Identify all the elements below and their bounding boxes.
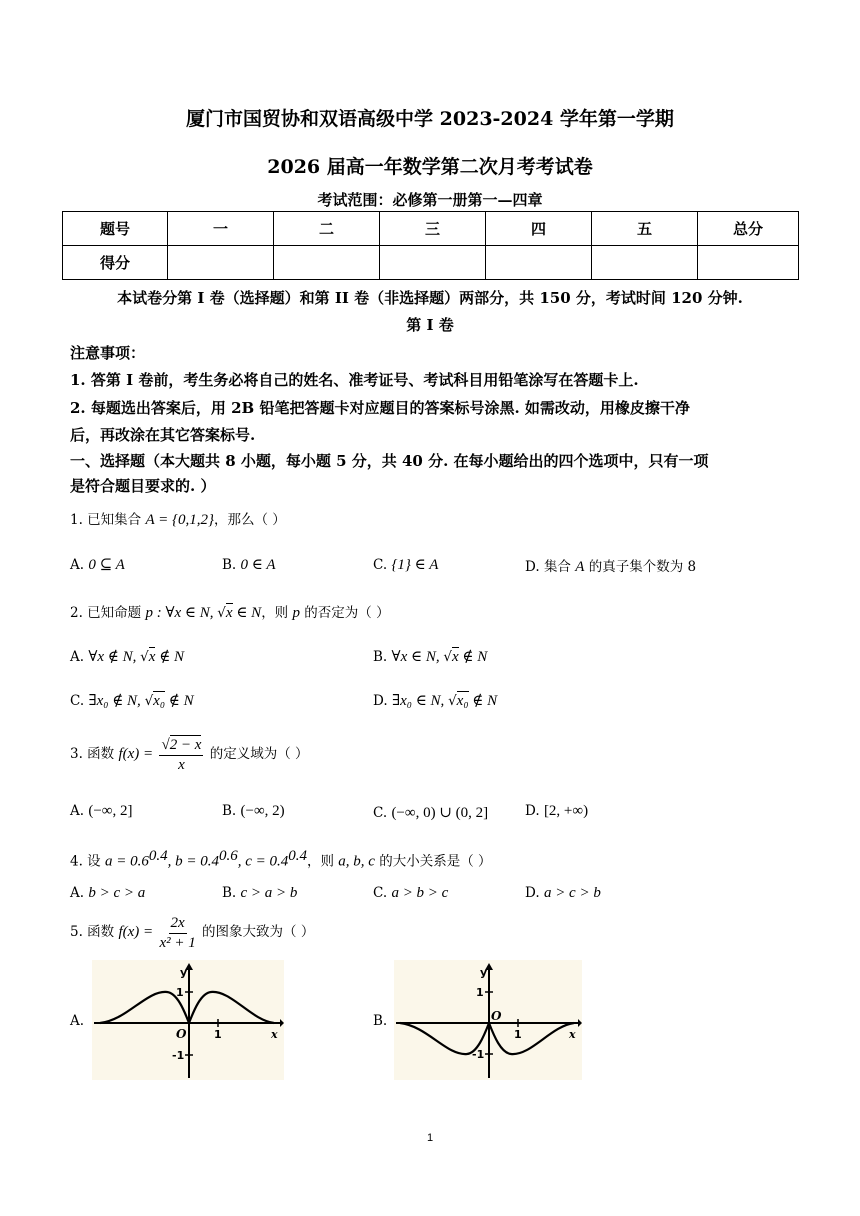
question-4-option-a[interactable] — [70, 885, 145, 902]
question-1-option-b[interactable] — [222, 555, 276, 574]
stem-math: A = {0,1,2} — [145, 512, 214, 528]
score-cell[interactable] — [698, 246, 799, 280]
stem-text: 4. 设 — [70, 853, 105, 870]
note-2-line-2: 后，再改涂在其它答案标号. — [70, 426, 256, 444]
stem-math: a, b, c — [338, 853, 375, 870]
function-curve — [400, 1023, 574, 1054]
option-label: A. — [70, 557, 85, 573]
option-math: c > a > b — [240, 885, 298, 901]
question-2-option-b[interactable]: B. ∀x ∈ N, √x ∉ N — [373, 649, 488, 665]
stem-math: : ∀x ∈ N, — [152, 605, 218, 621]
exponent: 0.4 — [148, 848, 168, 864]
page-number: 1 — [426, 1132, 434, 1144]
option-math: a > c > b — [543, 885, 601, 901]
option-text: 集合 — [543, 559, 576, 575]
question-1-stem — [70, 508, 286, 529]
option-math: x — [451, 649, 459, 665]
option-math: ∃x₀ ∉ N, — [88, 693, 145, 709]
option-math: a > b > c — [391, 885, 449, 901]
score-cell[interactable] — [592, 246, 698, 280]
part-1-heading-line-2: 是符合题目要求的. ） — [70, 477, 216, 495]
fraction-denominator: x² + 1 — [159, 935, 196, 951]
option-label: B. — [222, 557, 237, 573]
score-cell: 总分 — [698, 212, 799, 246]
question-5-option-a-label[interactable]: A. — [70, 1013, 85, 1029]
question-2-option-a[interactable]: A. ∀x ∉ N, √x ∉ N — [70, 649, 185, 665]
option-label: B. — [373, 649, 388, 665]
fraction-numerator: 2 − x — [169, 737, 202, 753]
option-label: D. — [525, 885, 540, 901]
option-label: C. — [373, 885, 388, 901]
part-1-heading-line-1: 一、选择题（本大题共 8 小题，每小题 5 分，共 40 分. 在每小题给出的四个选项中，只有一项 — [70, 452, 709, 470]
option-label: B. — [222, 803, 237, 819]
title-line-2: 2026 届高一年数学第二次月考考试卷 — [267, 156, 593, 178]
score-cell: 四 — [486, 212, 592, 246]
option-label: D. — [373, 693, 388, 709]
option-label: B. — [222, 885, 237, 901]
score-cell: 题号 — [63, 212, 168, 246]
y-tick-label: 1 — [176, 986, 184, 999]
stem-math: , c = 0.4 — [237, 853, 289, 870]
question-3-stem — [70, 735, 309, 774]
stem-math: x — [225, 605, 233, 621]
stem-text: ，则 — [307, 853, 339, 870]
option-label: D. — [525, 559, 540, 575]
option-label: C. — [373, 805, 388, 821]
question-5-stem — [70, 913, 314, 952]
stem-math: , b = 0.4 — [167, 853, 219, 870]
fraction: $\frac{√2 - x}{x}$ — [161, 737, 202, 773]
fraction — [159, 913, 195, 952]
question-3-option-c[interactable] — [373, 803, 488, 822]
question-2-option-c[interactable]: C. ∃x₀ ∉ N, √x₀ ∉ N — [70, 693, 194, 709]
question-5-option-b-label[interactable]: B. — [373, 1013, 388, 1029]
score-cell[interactable] — [168, 246, 274, 280]
score-cell: 得分 — [63, 246, 168, 280]
score-cell[interactable] — [486, 246, 592, 280]
option-math: ∉ N — [155, 649, 185, 665]
stem-text: ，则 — [261, 605, 293, 621]
stem-math: f(x) = — [118, 924, 154, 940]
question-3-option-b[interactable] — [222, 803, 285, 820]
x-label: x — [569, 1028, 576, 1041]
score-cell: 一 — [168, 212, 274, 246]
option-math: 0 ∈ A — [240, 557, 276, 573]
question-3-option-d[interactable] — [525, 803, 588, 820]
x-tick-label: 1 — [214, 1028, 222, 1041]
question-4-option-d[interactable] — [525, 885, 601, 902]
stem-text: 的否定为（ ） — [299, 605, 390, 621]
option-math: [2, +∞) — [543, 803, 589, 819]
fraction-denominator: x — [178, 757, 185, 773]
stem-math: p — [145, 605, 153, 621]
score-cell[interactable] — [380, 246, 486, 280]
option-math: ∃x₀ ∈ N, — [391, 693, 449, 709]
y-label: y — [480, 966, 488, 979]
stem-math: a = 0.6 — [104, 853, 149, 870]
question-2-stem: 2. 已知命题 p : ∀x ∈ N, √x ∈ N，则 p 的否定为（ ） — [70, 605, 390, 621]
stem-text: 5. 函数 — [70, 924, 119, 940]
stem-text: 1. 已知集合 — [70, 512, 146, 528]
option-math: x₀ — [153, 693, 166, 709]
x-label: x — [271, 1028, 278, 1041]
stem-text: 的图象大致为（ ） — [197, 924, 315, 940]
stem-text: 2. 已知命题 — [70, 605, 146, 621]
option-math: ∀x ∈ N, — [391, 649, 444, 665]
question-1-option-c[interactable] — [373, 555, 438, 574]
exponent: 0.4 — [288, 848, 307, 864]
function-curve — [100, 992, 274, 1023]
option-math: (−∞, 2] — [88, 803, 133, 819]
question-1-option-a[interactable] — [70, 555, 125, 574]
stem-text: 的定义域为（ ） — [205, 746, 309, 762]
x-tick-label: 1 — [514, 1028, 522, 1041]
question-2-option-d[interactable]: D. ∃x₀ ∈ N, √x₀ ∉ N — [373, 693, 498, 709]
option-math: 0 ⊆ A — [88, 557, 125, 573]
title-line-1: 厦门市国贸协和双语高级中学 2023-2024 学年第一学期 — [186, 108, 674, 130]
score-cell: 二 — [274, 212, 380, 246]
option-math: b > c > a — [88, 885, 146, 901]
option-math: {1} ∈ A — [391, 557, 439, 573]
stem-text: 的大小关系是（ ） — [374, 853, 492, 870]
option-math: x — [148, 649, 156, 665]
question-5-graph-b[interactable] — [394, 960, 582, 1080]
score-cell: 五 — [592, 212, 698, 246]
score-table — [62, 211, 799, 280]
question-1-option-d[interactable] — [525, 555, 696, 576]
question-4-option-b[interactable] — [222, 885, 297, 902]
exponent: 0.6 — [218, 848, 238, 864]
score-cell[interactable] — [274, 246, 380, 280]
note-1: 1. 答第 I 卷前，考生务必将自己的姓名、准考证号、考试科目用铅笔涂写在答题卡上. — [70, 371, 639, 389]
option-label: A. — [70, 803, 85, 819]
option-math: (−∞, 2) — [240, 803, 285, 819]
y-tick-label: -1 — [172, 1049, 185, 1062]
option-label: C. — [373, 557, 388, 573]
option-label: D. — [525, 803, 540, 819]
stem-math: f(x) = — [118, 746, 154, 762]
stem-math: ∈ N — [232, 605, 262, 621]
fraction-numerator: 2x — [169, 913, 187, 934]
section-heading: 第 I 卷 — [406, 316, 454, 334]
question-3-option-a[interactable] — [70, 803, 133, 820]
y-tick-label: 1 — [476, 986, 484, 999]
score-cell: 三 — [380, 212, 486, 246]
origin-label: O — [491, 1009, 502, 1023]
option-math: ∉ N — [165, 693, 194, 709]
stem-text: 3. 函数 — [70, 746, 119, 762]
option-label: C. — [70, 693, 85, 709]
option-math: (−∞, 0) ∪ (0, 2] — [391, 805, 489, 821]
option-math: ∉ N — [468, 693, 498, 709]
stem-text: ，那么（ ） — [213, 512, 286, 528]
y-label: y — [180, 966, 188, 979]
stem-math: p — [292, 605, 300, 621]
notes-title: 注意事项： — [70, 344, 146, 362]
option-math: A — [575, 559, 585, 575]
option-math: ∀x ∉ N, — [88, 649, 141, 665]
note-2-line-1: 2. 每题选出答案后，用 2B 铅笔把答题卡对应题目的答案标号涂黑. 如需改动，用橡皮擦干净 — [70, 399, 690, 417]
question-5-graph-a[interactable] — [92, 960, 284, 1080]
x-axis-arrow — [578, 1019, 582, 1027]
origin-label: O — [176, 1027, 187, 1041]
question-4-option-c[interactable] — [373, 885, 448, 902]
exam-scope: 考试范围：必修第一册第一—四章 — [317, 191, 543, 209]
y-tick-label: -1 — [472, 1048, 485, 1061]
exam-intro: 本试卷分第 I 卷（选择题）和第 II 卷（非选择题）两部分，共 150 分，考试时间 120 分钟. — [117, 289, 743, 307]
option-text: 的真子集个数为 8 — [584, 559, 697, 575]
option-label: A. — [70, 885, 85, 901]
option-math: ∉ N — [458, 649, 488, 665]
question-4-stem — [70, 848, 492, 871]
score-table-header-row — [63, 212, 799, 246]
option-math: x₀ — [456, 693, 469, 709]
score-table-score-row — [63, 246, 799, 280]
x-axis-arrow — [280, 1019, 284, 1027]
option-label: A. — [70, 649, 85, 665]
